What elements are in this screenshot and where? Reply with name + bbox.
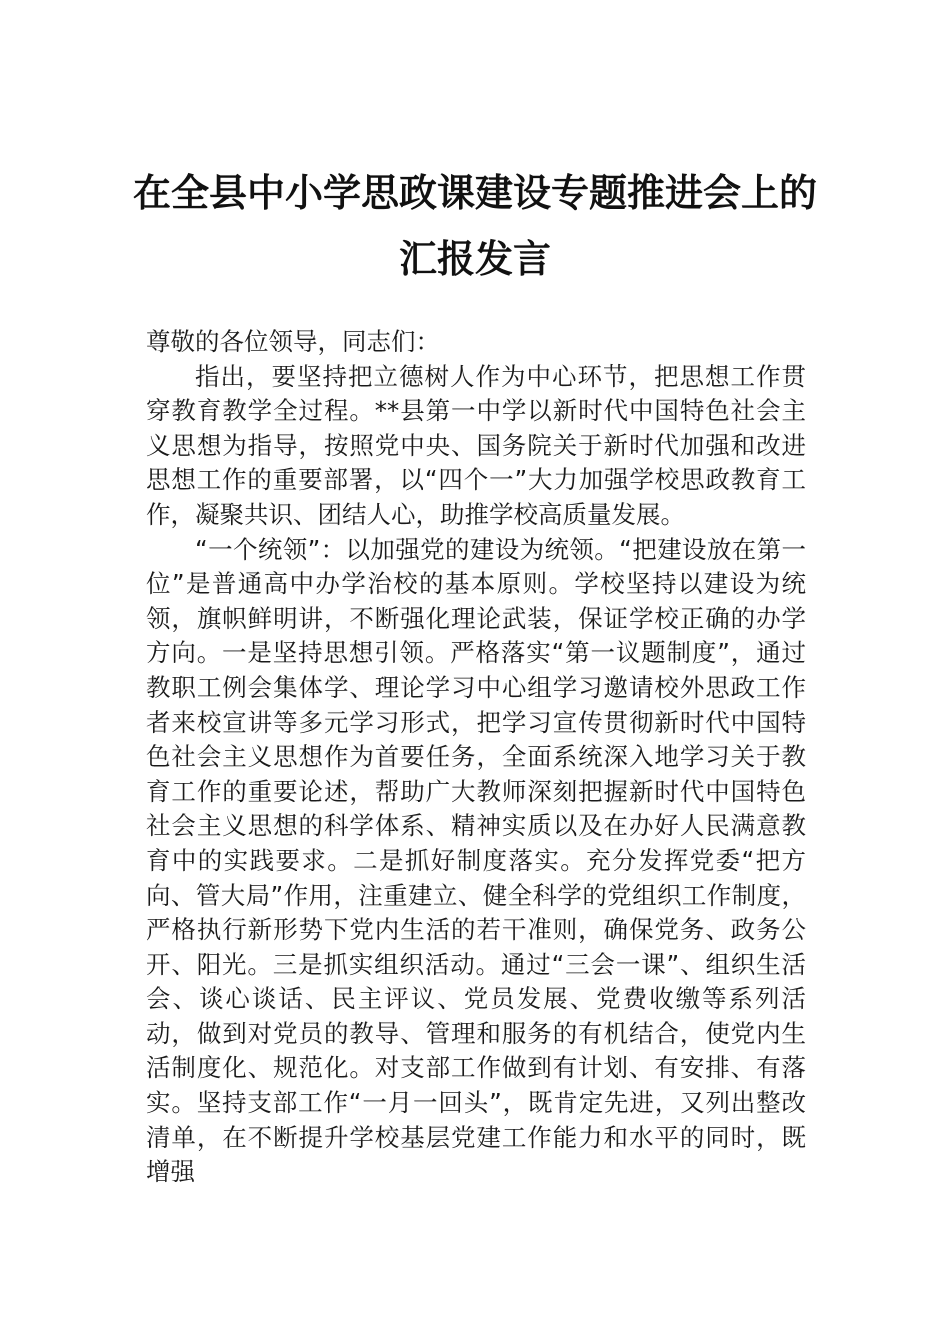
paragraph-intro: 指出，要坚持把立德树人作为中心环节，把思想工作贯穿教育教学全过程。**县第一中学以新时代中国特色社会主义思想为指导，按照党中央、国务院关于新时代加强和改进思想工作的重要部署，以“四个一”大力加强学校思政教育工作，凝聚共识、团结人心，助推学校高质量发展。 bbox=[146, 361, 806, 529]
document-title-line-2: 汇报发言 bbox=[398, 236, 551, 281]
salutation: 尊敬的各位领导，同志们： bbox=[146, 327, 440, 356]
document-body bbox=[146, 325, 806, 1190]
document-title-line-1: 在全县中小学思政课建设专题推进会上的 bbox=[132, 170, 817, 215]
paragraph-one-leadership: “一个统领”：以加强党的建设为统领。“把建设放在第一位”是普通高中办学治校的基本原则。学校坚持以建设为统领，旗帜鲜明讲，不断强化理论武装，保证学校正确的办学方向。一是坚持思想引领。严格落实“第一议题制度”，通过教职工例会集体学、理论学习中心组学习邀请校外思政工作者来校宣讲等多元学习形式，把学习宣传贯彻新时代中国特色社会主义思想作为首要任务，全面系统深入地学习关于教育工作的重要论述，帮助广大教师深刻把握新时代中国特色社会主义思想的科学体系、精神实质以及在办好人民满意教育中的实践要求。二是抓好制度落实。充分发挥党委“把方向、管大局”作用，注重建立、健全科学的党组织工作制度，严格执行新形势下党内生活的若干准则，确保党务、政务公开、阳光。三是抓实组织活动。通过“三会一课”、组织生活会、谈心谈话、民主评议、党员发展、党费收缴等系列活动，做到对党员的教导、管理和服务的有机结合，使党内生活制度化、规范化。对支部工作做到有计划、有安排、有落实。坚持支部工作“一月一回头”，既肯定先进，又列出整改清单，在不断提升学校基层党建工作能力和水平的同时，既增强 bbox=[146, 534, 806, 1187]
